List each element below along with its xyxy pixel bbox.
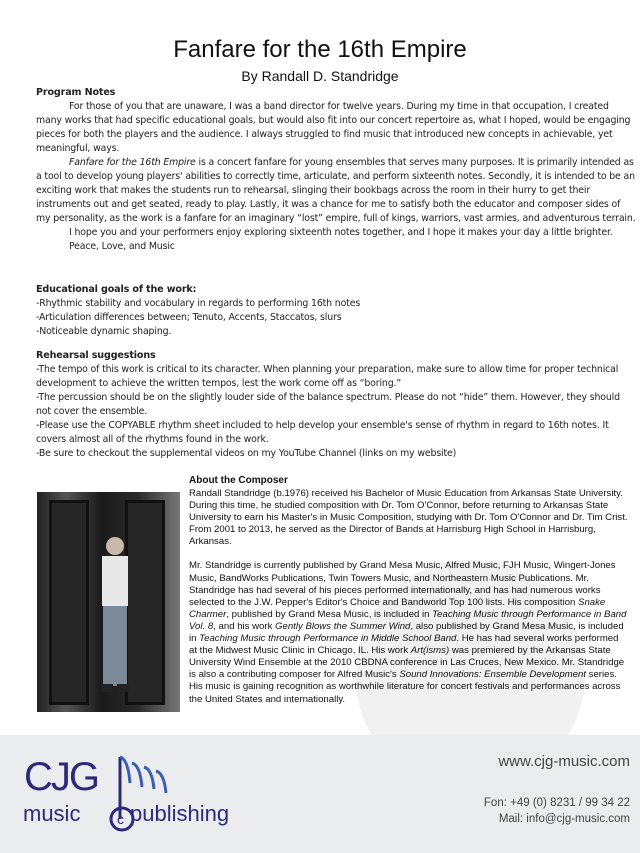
email-link[interactable]: Mail: info@cjg-music.com: [498, 813, 630, 825]
text: . He has had several works performed at the Midwest Music Clinic in Chicago, IL. His work: [189, 633, 619, 657]
rehearsal-section: [36, 349, 636, 461]
program-notes-p2: [36, 156, 636, 226]
about-heading: About the Composer: [189, 475, 288, 486]
italic-title: Art(isms): [410, 645, 450, 657]
italic-title: Teaching Music through Performance in Middle School Band: [199, 633, 457, 645]
website-link[interactable]: www.cjg-music.com: [498, 753, 630, 770]
about-p1: Randall Standridge (b.1976) received his Bachelor of Music Education from Arkansas State University. During this time, he studied composition with Dr. Tom O'Connor, before returning to Arkansas State University to earn his Master's in Music Composition, studying with Dr. Tom O'Connor and Dr. Tim Crist. From 2001 to 2013, he served as the Director of Bands at Harrisburg High School in Harrisburg, Arkansas.: [189, 488, 628, 548]
logo-music: music: [23, 801, 81, 826]
program-notes-heading: Program Notes: [36, 87, 116, 98]
rehearsal-heading: Rehearsal suggestions: [36, 350, 156, 361]
door-left: [49, 500, 89, 705]
publisher-footer: [0, 735, 640, 853]
text: was premiered by the Arkansas State University Wind Ensemble at the 2010 CBDNA conference in Las Cruces, New Mexico. Mr. Standridge is also a contributing composer for Alfred Music's: [189, 645, 625, 681]
italic-title: Sound Innovations: Ensemble Development: [399, 669, 586, 681]
rehearsal-item: -Be sure to checkout the supplemental videos on my YouTube Channel (links on my website): [36, 448, 457, 459]
text: , published by Grand Mesa Music, is included in: [226, 608, 433, 620]
italic-title: Snake Charmer: [189, 596, 606, 620]
goal-item: -Articulation differences between; Tenuto, Accents, Staccatos, slurs: [36, 312, 342, 323]
work-title: Fanfare for the 16th Empire: [69, 157, 196, 168]
text: , also published by Grand Mesa Music, is included in: [189, 620, 624, 645]
logo-text: CJG: [24, 755, 98, 799]
program-notes-p4: Peace, Love, and Music: [69, 241, 175, 252]
text: Mr. Standridge is currently published by Grand Mesa Music, Alfred Music, FJH Music, Wingert-Jones Music, BandWorks Publications, Twin Towers Music, and Northeastern Music Publications. Mr. Standridge has had several of his pieces performed internationally, and has had numerous works selected to the J.W. Pepper's Editor's Choice and Bandworld Top 100 lists. His composition: [189, 560, 616, 608]
rehearsal-item: -The tempo of this work is critical to its character. When planning your preparation, make sure to allow time for proper technical development to achieve the written tempos, lest the work come off as “boring.”: [36, 364, 619, 389]
program-notes-p3: I hope you and your performers enjoy exploring sixteenth notes together, and I hope it makes your day a little brighter.: [69, 227, 613, 238]
italic-title: Teaching Music through Performance in Band Vol. 8: [189, 608, 627, 632]
svg-text:c: c: [117, 811, 124, 827]
logo-publishing: publishing: [130, 801, 230, 826]
about-p2: [189, 560, 629, 705]
goals-section: [36, 283, 636, 339]
phone-number: Fon: +49 (0) 8231 / 99 34 22: [483, 797, 630, 809]
rehearsal-item: -The percussion should be on the slightly louder side of the balance spectrum. Please do not “hide” them. However, they should not cover the ensemble.: [36, 392, 620, 417]
goal-item: -Rhythmic stability and vocabulary in regards to performing 16th notes: [36, 298, 361, 309]
program-notes-section: [36, 86, 636, 254]
page-title: Fanfare for the 16th Empire: [173, 36, 467, 63]
goal-item: -Noticeable dynamic shaping.: [36, 326, 172, 337]
about-composer-section: [189, 474, 629, 706]
composer-figure: [97, 532, 133, 702]
program-notes-p1: For those of you that are unaware, I was a band director for twelve years. During my time in that occupation, I created many works that had specific educational goals, but would also fit into our concert repertoire as, what I hoped, would be engaging pieces for both the players and the audience. I always struggled to find music that introduced new concepts in achievable, yet meaningful, ways.: [36, 101, 631, 154]
composer-photo: [37, 492, 180, 712]
goals-heading: Educational goals of the work:: [36, 284, 197, 295]
rehearsal-item: -Please use the COPYABLE rhythm sheet included to help develop your ensemble's sense of rhythm in regard to 16th notes. It covers almost all of the rhythms found in the work.: [36, 420, 609, 445]
text: series. His music is gaining recognition as worthwhile literature for concert festivals and performances across the United States and internationally.: [189, 669, 621, 705]
author-line: By Randall D. Standridge: [241, 68, 399, 84]
italic-title: Gently Blows the Summer Wind: [275, 620, 411, 632]
program-notes-p2-text: is a concert fanfare for young ensembles that serves many purposes. It is primarily intended as a tool to develop young players' abilities to correctly time, articulate, and perform sixteenth notes. Secondly, it is intended to be an exciting work that makes the students run to rehearsal, slinging their bookbags across the room in their hurry to get their instruments out and get seated, ready to play. Lastly, it was a chance for me to satisfy both the educator and composer sides of my personality, as the work is a fanfare for an imaginary “lost” empire, full of kings, warriors, vast armies, and adventurous terrain.: [36, 157, 636, 224]
text: , and his work: [213, 620, 276, 632]
